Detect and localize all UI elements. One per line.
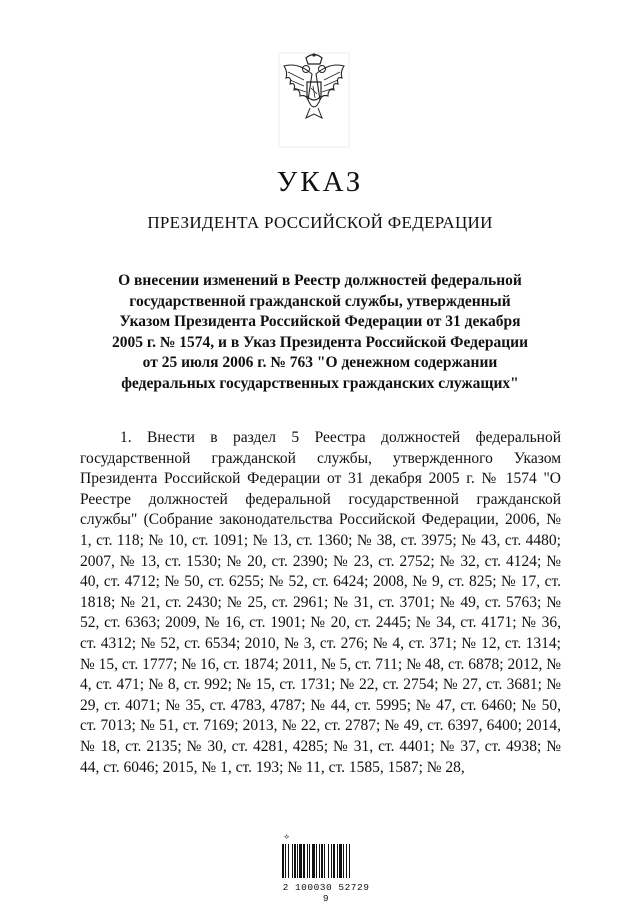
- barcode-number: 2 100030 52729 9: [282, 882, 370, 904]
- page-subtitle: ПРЕЗИДЕНТА РОССИЙСКОЙ ФЕДЕРАЦИИ: [147, 213, 493, 232]
- page-title: УКАЗ: [276, 166, 364, 198]
- barcode-icon: [280, 844, 372, 878]
- document-heading: О внесении изменений в Реестр должностей федеральной государственной гражданской службы, утвержденный Указом Президента Российской Федерации от 31 декабря 2005 г. № 1574, и в Указ Президента Российской Федерации от 25 июля 2006 г. № 763 "О денежном содержании федеральных государственных гражданских служащих": [111, 272, 529, 392]
- coat-of-arms-icon: [278, 52, 350, 148]
- barcode-mark-icon: ⟡: [284, 832, 290, 841]
- barcode-block: [280, 832, 372, 904]
- document-paragraph-1: 1. Внести в раздел 5 Реестра должностей федеральной государственной гражданской службы, утвержденного Указом Президента Российской Федерации от 31 декабря 2005 г. № 1574 "О Реестре должностей федеральной государственной гражданской службы" (Собрание законодательства Российской Федерации, 2006, № 1, ст. 118; № 10, ст. 1091; № 13, ст. 1360; № 38, ст. 3975; № 43, ст. 4480; 2007, № 13, ст. 1530; № 20, ст. 2390; № 23, ст. 2752; № 32, ст. 4124; № 40, ст. 4712; № 50, ст. 6255; № 52, ст. 6424; 2008, № 9, ст. 825; № 17, ст. 1818; № 21, ст. 2430; № 25, ст. 2961; № 31, ст. 3701; № 49, ст. 5763; № 52, ст. 6363; 2009, № 16, ст. 1901; № 20, ст. 2445; № 34, ст. 4171; № 36, ст. 4312; № 52, ст. 6534; 2010, № 3, ст. 276; № 4, ст. 371; № 12, ст. 1314; № 15, ст. 1777; № 16, ст. 1874; 2011, № 5, ст. 711; № 48, ст. 6878; 2012, № 4, ст. 471; № 8, ст. 992; № 15, ст. 1731; № 22, ст. 2754; № 27, ст. 3681; № 29, ст. 4071; № 35, ст. 4783, 4787; № 44, ст. 5995; № 47, ст. 6460; № 50, ст. 7013; № 51, ст. 7169; 2013, № 22, ст. 2787; № 49, ст. 6397, 6400; 2014, № 18, ст. 2135; № 30, ст. 4281, 4285; № 31, ст. 4401; № 37, ст. 4938; № 44, ст. 6046; 2015, № 1, ст. 193; № 11, ст. 1585, 1587; № 28,: [80, 429, 561, 776]
